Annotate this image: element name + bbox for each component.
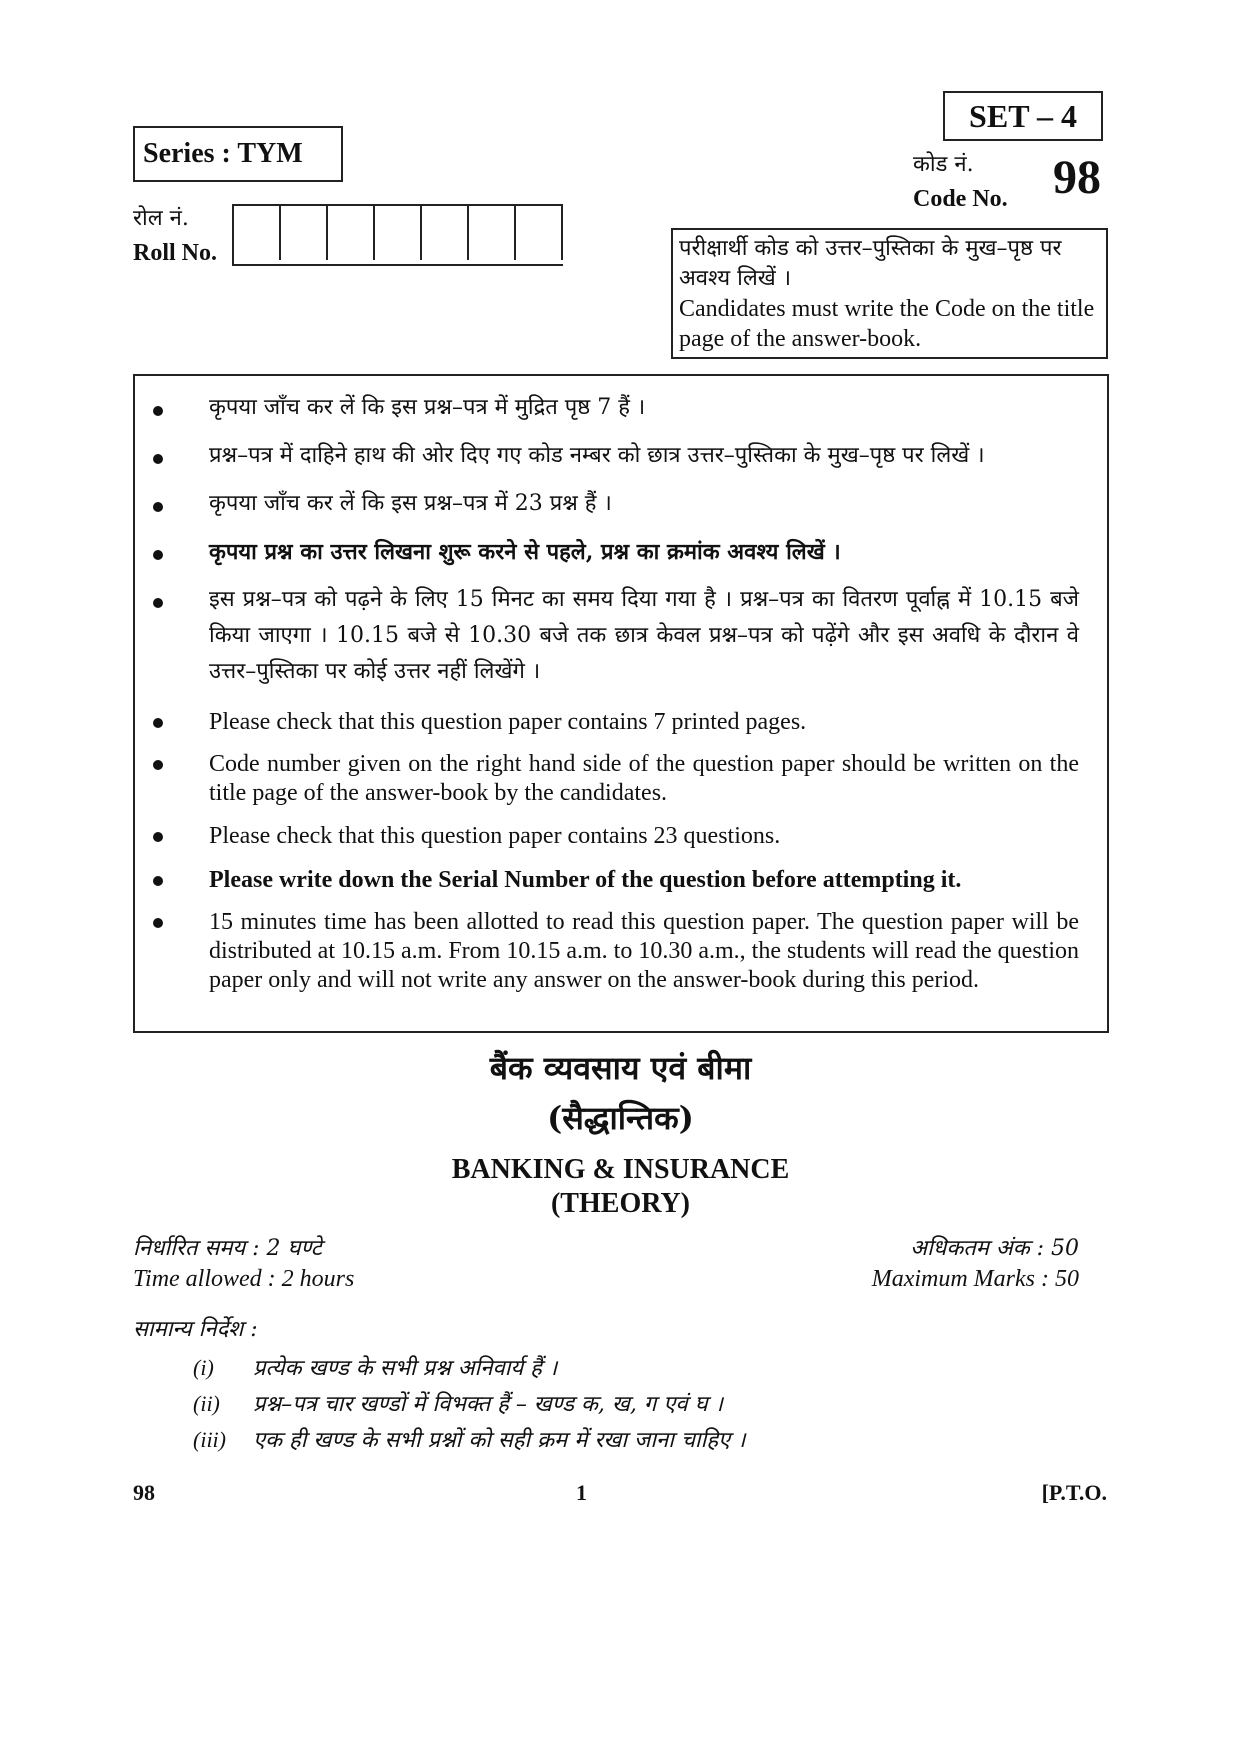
roll-cell[interactable]	[375, 206, 422, 260]
instruction-text: Please check that this question paper contains 23 questions.	[209, 823, 781, 849]
general-instruction-item	[193, 1424, 746, 1454]
roll-cell[interactable]	[469, 206, 516, 260]
roll-cell[interactable]	[281, 206, 328, 260]
general-instruction-item	[193, 1352, 557, 1382]
bullet-icon	[153, 876, 163, 886]
bullet-icon	[153, 598, 163, 608]
candidate-note-english: Candidates must write the Code on the title page of the answer-book.	[679, 296, 1095, 352]
set-label: SET – 4	[943, 91, 1103, 141]
roll-cell[interactable]	[328, 206, 375, 260]
time-allowed-hindi: निर्धारित समय : 2 घण्टे	[133, 1236, 322, 1261]
bullet-icon	[153, 502, 163, 512]
time-allowed-english: Time allowed : 2 hours	[133, 1266, 355, 1292]
subject-subtitle-english: (THEORY)	[550, 1188, 690, 1219]
bullet-icon	[153, 918, 163, 928]
general-instruction-text: प्रत्येक खण्ड के सभी प्रश्न अनिवार्य हैं ।	[253, 1356, 558, 1381]
general-instruction-number: (i)	[193, 1355, 214, 1380]
max-marks-english: Maximum Marks : 50	[871, 1266, 1079, 1292]
bullet-icon	[153, 832, 163, 842]
general-instruction-text: प्रश्न–पत्र चार खण्डों में विभक्त हैं – खण्ड क, ख, ग एवं घ ।	[253, 1392, 723, 1417]
bullet-icon	[153, 454, 163, 464]
subject-title-english: BANKING & INSURANCE	[451, 1154, 790, 1185]
instruction-text: Please check that this question paper contains 7 printed pages.	[209, 709, 807, 735]
max-marks-hindi: अधिकतम अंक : 50	[910, 1236, 1079, 1261]
general-instructions-heading: सामान्य निर्देश :	[133, 1317, 258, 1342]
general-instruction-number: (ii)	[193, 1391, 220, 1416]
general-instruction-text: एक ही खण्ड के सभी प्रश्नों को सही क्रम में रखा जाना चाहिए ।	[253, 1428, 746, 1453]
instruction-text: कृपया जाँच कर लें कि इस प्रश्न–पत्र में 23 प्रश्न हैं ।	[209, 491, 612, 516]
bullet-icon	[153, 406, 163, 416]
page-number: 1	[576, 1480, 587, 1505]
instruction-text: 15 minutes time has been allotted to read this question paper. The question paper will be distributed at 10.15 a.m. From 10.15 a.m. to 10.30 a.m., the students will read the question paper only and will not write any answer on the answer-book during this period.	[209, 909, 1079, 993]
roll-cell[interactable]	[422, 206, 469, 260]
series-label: Series : TYM	[133, 126, 343, 182]
subject-subtitle-hindi: (सैद्धान्तिक)	[547, 1099, 694, 1137]
instruction-text: कृपया प्रश्न का उत्तर लिखना शुरू करने से पहले, प्रश्न का क्रमांक अवश्य लिखें ।	[209, 539, 841, 565]
candidate-note-box	[671, 228, 1108, 359]
roll-cell[interactable]	[516, 206, 563, 260]
code-label-hindi: कोड नं.	[913, 152, 974, 177]
instructions-box	[133, 374, 1109, 1033]
roll-cell[interactable]	[234, 206, 281, 260]
instruction-text: कृपया जाँच कर लें कि इस प्रश्न–पत्र में मुद्रित पृष्ठ 7 हैं ।	[209, 395, 646, 420]
candidate-note-hindi: परीक्षार्थी कोड को उत्तर–पुस्तिका के मुख–पृष्ठ पर अवश्य लिखें ।	[679, 236, 1062, 291]
instruction-text: प्रश्न–पत्र में दाहिने हाथ की ओर दिए गए कोड नम्बर को छात्र उत्तर–पुस्तिका के मुख–पृष्ठ पर लिखें ।	[209, 443, 985, 468]
instruction-text: Please write down the Serial Number of the question before attempting it.	[209, 867, 962, 893]
general-instruction-item	[193, 1388, 723, 1418]
footer-code: 98	[133, 1480, 155, 1505]
roll-number-boxes[interactable]	[232, 204, 563, 266]
bullet-icon	[153, 718, 163, 728]
roll-label-hindi: रोल नं.	[133, 206, 189, 231]
instruction-text: Code number given on the right hand side of the question paper should be written on the title page of the answer-book by the candidates.	[209, 751, 1079, 806]
code-label-english: Code No.	[913, 186, 1008, 212]
bullet-icon	[153, 550, 163, 560]
instruction-text: इस प्रश्न–पत्र को पढ़ने के लिए 15 मिनट का समय दिया गया है । प्रश्न–पत्र का वितरण पूर्वाह्न में 10.15 बजे किया जाएगा । 10.15 बजे से 10.30 बजे तक छात्र केवल प्रश्न–पत्र को पढ़ेंगे और इस अवधि के दौरान वे उत्तर–पुस्तिका पर कोई उत्तर नहीं लिखेंगे ।	[209, 587, 1079, 684]
subject-title-hindi: बैंक व्यवसाय एवं बीमा	[489, 1049, 752, 1087]
code-number: 98	[1053, 151, 1101, 204]
bullet-icon	[153, 760, 163, 770]
roll-label-english: Roll No.	[133, 240, 217, 266]
general-instruction-number: (iii)	[193, 1427, 226, 1452]
please-turn-over: [P.T.O.	[1041, 1480, 1107, 1505]
